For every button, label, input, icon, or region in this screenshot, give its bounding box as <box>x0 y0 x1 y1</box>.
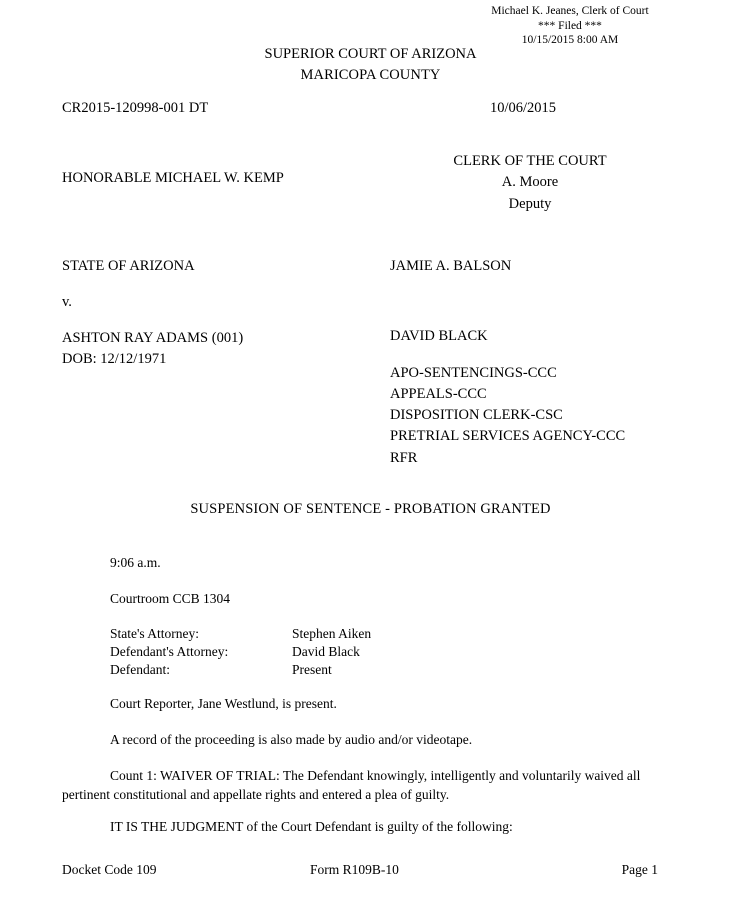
party-state: STATE OF ARIZONA <box>62 258 195 274</box>
defendant-name: ASHTON RAY ADAMS (001) <box>62 330 244 346</box>
filed-stamp-filed: *** Filed *** <box>538 19 602 32</box>
appearance-label: State's Attorney: <box>110 626 200 641</box>
cc-distribution-list <box>390 363 625 469</box>
appearance-value: Present <box>292 662 332 677</box>
appearance-label: Defendant: <box>110 662 170 677</box>
count-paragraph: Count 1: WAIVER OF TRIAL: The Defendant knowingly, intelligently and voluntarily waived all pertinent constitutional and appellate rights and entered a plea of guilty. <box>62 768 641 803</box>
table-row <box>110 644 371 662</box>
clerk-name: A. Moore <box>501 174 559 191</box>
appearance-label: Defendant's Attorney: <box>110 644 229 659</box>
cc-item: APPEALS-CCC <box>390 386 487 403</box>
clerk-of-the-court-block <box>390 151 670 215</box>
appearance-value: Stephen Aiken <box>292 626 372 641</box>
appearances-table <box>110 626 371 680</box>
clerk-title: CLERK OF THE COURT <box>453 153 607 169</box>
defense-attorney-name: DAVID BLACK <box>390 328 488 344</box>
defendant-dob: DOB: 12/12/1971 <box>62 351 167 368</box>
cc-item: RFR <box>390 449 418 466</box>
court-reporter-line: Court Reporter, Jane Westlund, is present. <box>110 696 337 711</box>
filed-stamp <box>455 4 685 48</box>
appearance-value: David Black <box>292 644 360 659</box>
table-row <box>110 626 371 644</box>
court-title-line2: MARICOPA COUNTY <box>300 66 441 83</box>
docket-code: Docket Code 109 <box>62 862 157 877</box>
party-versus: v. <box>62 294 72 310</box>
cc-item: PRETRIAL SERVICES AGENCY-CCC <box>390 428 626 445</box>
filed-stamp-clerk: Michael K. Jeanes, Clerk of Court <box>491 5 649 17</box>
cc-item: APO-SENTENCINGS-CCC <box>390 365 557 381</box>
judgment-paragraph: IT IS THE JUDGMENT of the Court Defendant is guilty of the following: <box>110 819 513 834</box>
hearing-time: 9:06 a.m. <box>110 555 161 570</box>
page-number: Page 1 <box>621 862 658 877</box>
form-number: Form R109B-10 <box>310 862 399 877</box>
case-date: 10/06/2015 <box>490 100 557 116</box>
clerk-role: Deputy <box>508 195 552 212</box>
prosecutor-name: JAMIE A. BALSON <box>390 258 512 274</box>
case-number: CR2015-120998-001 DT <box>62 100 209 116</box>
court-title-line1: SUPERIOR COURT OF ARIZONA <box>264 46 477 62</box>
table-row <box>110 662 371 680</box>
cc-item: DISPOSITION CLERK-CSC <box>390 407 563 424</box>
courtroom: Courtroom CCB 1304 <box>110 591 231 606</box>
filed-stamp-datetime: 10/15/2015 8:00 AM <box>521 34 619 47</box>
document-heading: SUSPENSION OF SENTENCE - PROBATION GRANTED <box>190 501 551 517</box>
court-title <box>0 44 741 85</box>
party-defendant <box>62 328 243 370</box>
case-line <box>62 100 682 117</box>
judge-name: HONORABLE MICHAEL W. KEMP <box>62 170 284 186</box>
record-line: A record of the proceeding is also made by audio and/or videotape. <box>110 732 473 747</box>
